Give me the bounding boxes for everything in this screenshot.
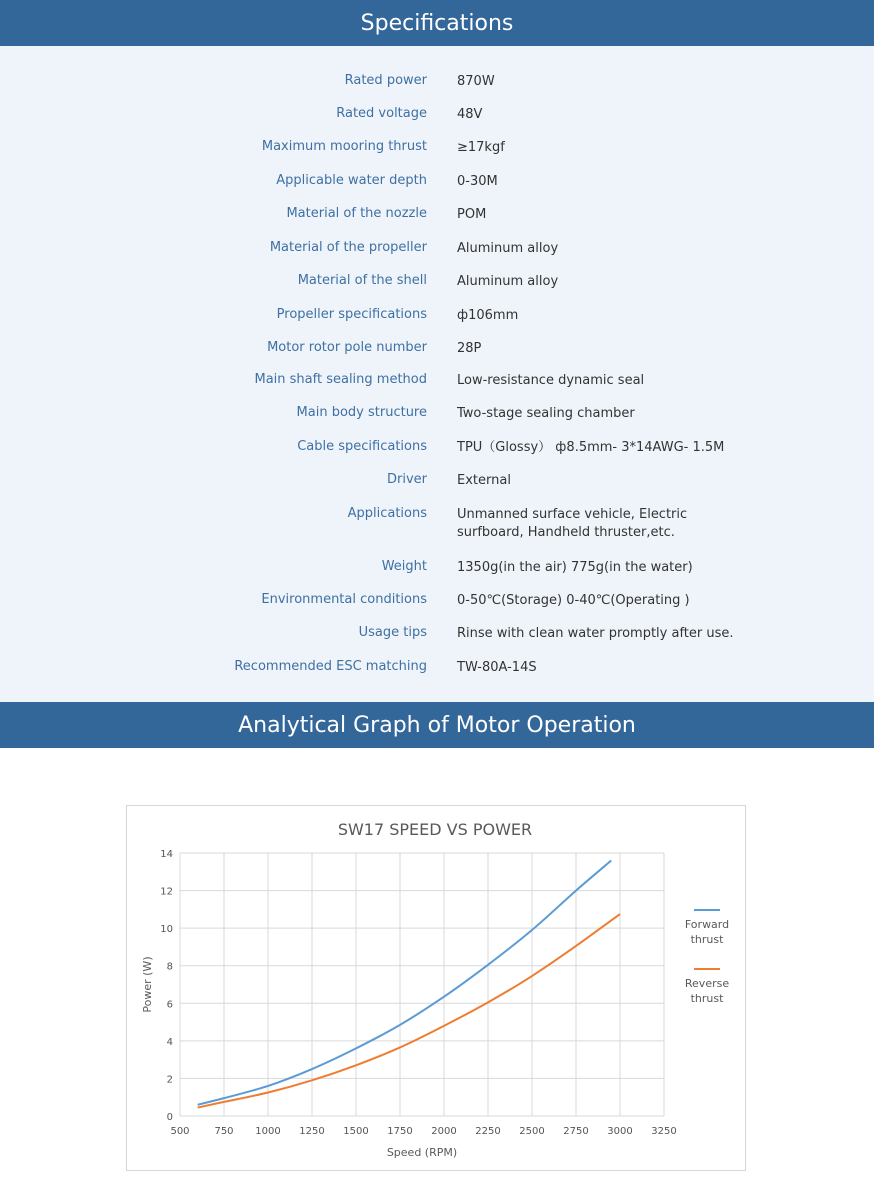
y-tick-label: 14 <box>160 849 173 860</box>
spec-value: Aluminum alloy <box>457 241 559 256</box>
speed-power-chart <box>127 806 745 1170</box>
spec-value: ф106mm <box>457 308 519 323</box>
spec-value: External <box>457 473 511 488</box>
specifications-title: Specifications <box>360 10 514 36</box>
y-tick-label: 6 <box>166 999 173 1011</box>
spec-value: POM <box>457 207 487 222</box>
spec-label: Maximum mooring thrust <box>261 139 427 154</box>
legend-label: Reverse thrust <box>684 977 730 1005</box>
spec-label: Environmental conditions <box>261 592 427 607</box>
spec-label: Applicable water depth <box>276 173 427 188</box>
spec-value: TW-80A-14S <box>457 660 537 675</box>
spec-value: Unmanned surface vehicle, Electric surfboard, Handheld thruster,etc. <box>457 507 688 540</box>
x-tick-label: 1750 <box>387 1126 413 1137</box>
x-tick-label: 3000 <box>607 1126 633 1137</box>
series-line-forward <box>198 861 612 1105</box>
spec-label: Material of the nozzle <box>286 206 427 221</box>
chart-frame <box>126 805 746 1171</box>
spec-value: Two-stage sealing chamber <box>457 406 635 421</box>
spec-label: Material of the shell <box>297 273 427 288</box>
legend-label: Forward thrust <box>684 918 730 946</box>
x-tick-label: 2500 <box>519 1126 545 1137</box>
spec-value: Aluminum alloy <box>457 274 559 289</box>
y-tick-label: 10 <box>160 924 173 936</box>
x-tick-label: 2250 <box>475 1126 501 1137</box>
spec-label: Usage tips <box>358 625 427 640</box>
spec-label: Motor rotor pole number <box>267 340 427 355</box>
spec-label: Cable specifications <box>297 439 427 454</box>
spec-value: 870W <box>457 74 495 89</box>
spec-value: 28P <box>457 341 482 356</box>
spec-label: Main shaft sealing method <box>254 372 427 387</box>
spec-label: Material of the propeller <box>269 240 427 255</box>
spec-label: Main body structure <box>296 405 427 420</box>
y-tick-label: 4 <box>166 1036 173 1048</box>
spec-label: Rated power <box>344 73 427 88</box>
y-tick-label: 2 <box>166 1074 173 1086</box>
spec-value: ≥17kgf <box>457 140 505 155</box>
y-axis-label: Power (W) <box>141 956 154 1013</box>
spec-value: Low-resistance dynamic seal <box>457 373 645 388</box>
x-axis-label: Speed (RPM) <box>386 1146 458 1159</box>
y-tick-label: 12 <box>160 886 173 898</box>
spec-label: Weight <box>381 559 427 574</box>
specifications-header <box>0 0 874 46</box>
spec-label: Applications <box>347 506 427 521</box>
x-tick-label: 2000 <box>431 1126 457 1137</box>
x-tick-label: 1500 <box>343 1126 369 1137</box>
spec-value: 48V <box>457 107 483 122</box>
graph-title: Analytical Graph of Motor Operation <box>238 712 636 738</box>
spec-value: 1350g(in the air) 775g(in the water) <box>457 560 693 575</box>
spec-label: Driver <box>386 472 427 487</box>
x-tick-label: 2750 <box>563 1126 589 1137</box>
x-tick-label: 1250 <box>299 1126 325 1137</box>
x-tick-label: 3250 <box>651 1126 677 1137</box>
x-tick-label: 750 <box>214 1126 234 1137</box>
graph-header <box>0 702 874 748</box>
spec-value: TPU（Glossy） ф8.5mm- 3*14AWG- 1.5M <box>457 440 725 455</box>
x-tick-label: 1000 <box>255 1126 281 1137</box>
spec-label: Propeller specifications <box>276 307 427 322</box>
chart-title: SW17 SPEED VS POWER <box>337 820 533 839</box>
spec-label: Rated voltage <box>336 106 427 121</box>
spec-value: 0-50℃(Storage) 0-40℃(Operating ) <box>457 593 690 608</box>
y-tick-label: 0 <box>166 1112 173 1123</box>
spec-value: Rinse with clean water promptly after use. <box>457 626 734 641</box>
y-tick-label: 8 <box>166 961 173 973</box>
spec-value: 0-30M <box>457 174 498 189</box>
spec-label: Recommended ESC matching <box>234 659 427 674</box>
x-tick-label: 500 <box>170 1126 190 1137</box>
